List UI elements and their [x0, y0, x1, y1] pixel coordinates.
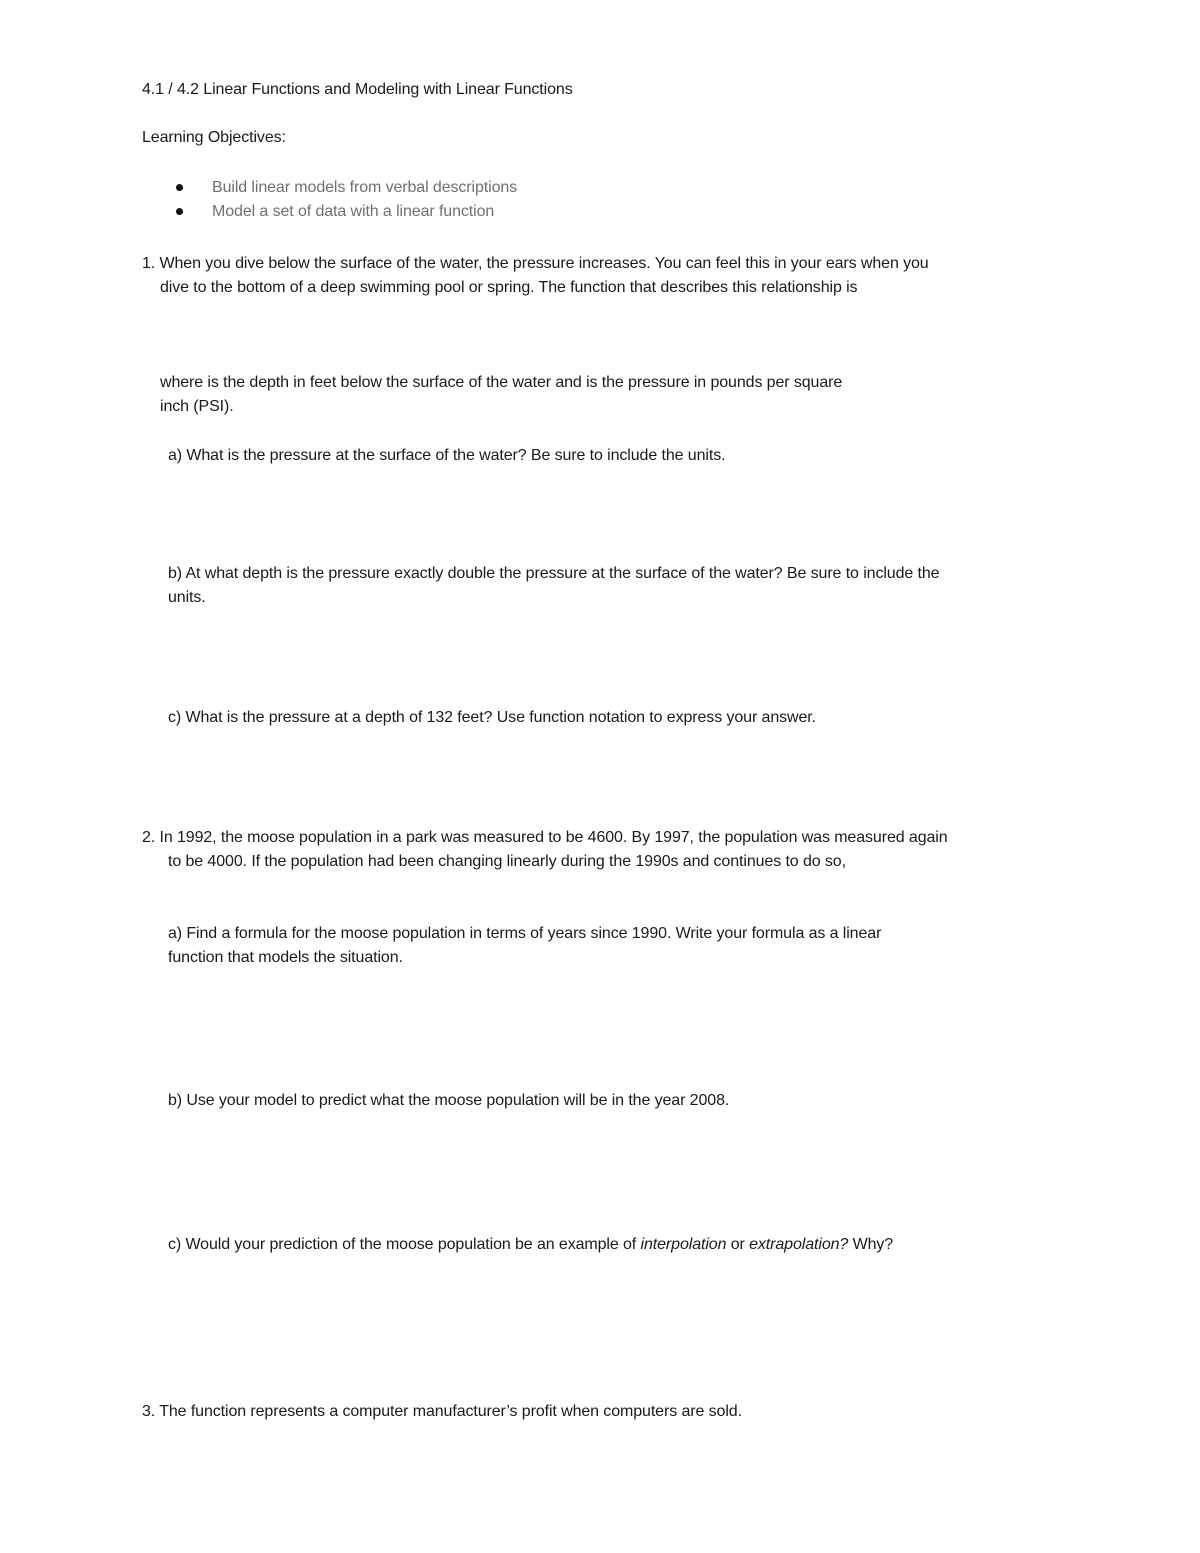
q2-part-c: [168, 1235, 893, 1255]
bullet-icon: [176, 184, 183, 191]
q2-text-line1: 2. In 1992, the moose population in a park was measured to be 4600. By 1997, the population was measured again: [142, 829, 948, 846]
bullet-icon: [176, 208, 183, 215]
q1-where-line2: inch (PSI).: [160, 398, 234, 415]
q2-part-a-line2: function that models the situation.: [168, 949, 403, 966]
objective-item: Model a set of data with a linear function: [212, 203, 495, 220]
q1-part-c: c) What is the pressure at a depth of 132 feet? Use function notation to express your answer.: [168, 709, 816, 726]
objectives-heading: Learning Objectives:: [142, 129, 286, 146]
q2-part-c-suffix: Why?: [848, 1236, 894, 1253]
q1-part-b-line2: units.: [168, 589, 206, 606]
q2-part-a-line1: a) Find a formula for the moose population in terms of years since 1990. Write your formula as a linear: [168, 925, 882, 942]
q1-where-line1: where is the depth in feet below the surface of the water and is the pressure in pounds per square: [160, 374, 843, 391]
q2-part-b: b) Use your model to predict what the moose population will be in the year 2008.: [168, 1092, 730, 1109]
objective-item: Build linear models from verbal descriptions: [212, 179, 518, 196]
q2-part-c-term-extrapolation: extrapolation?: [749, 1236, 849, 1253]
q1-text-line1: 1. When you dive below the surface of the water, the pressure increases. You can feel this in your ears when you: [142, 255, 929, 272]
q1-text-line2: dive to the bottom of a deep swimming pool or spring. The function that describes this relationship is: [160, 279, 858, 296]
q2-part-c-or: or: [726, 1236, 750, 1253]
page-title: 4.1 / 4.2 Linear Functions and Modeling with Linear Functions: [142, 81, 573, 98]
q1-part-a: a) What is the pressure at the surface of the water? Be sure to include the units.: [168, 447, 726, 464]
q2-part-c-term-interpolation: interpolation: [640, 1236, 727, 1253]
q2-part-c-prefix: c) Would your prediction of the moose population be an example of: [168, 1236, 641, 1253]
q3-text-line1: 3. The function represents a computer manufacturer’s profit when computers are sold.: [142, 1403, 742, 1420]
q1-part-b-line1: b) At what depth is the pressure exactly double the pressure at the surface of the water? Be sure to include the: [168, 565, 940, 582]
q2-text-line2: to be 4000. If the population had been changing linearly during the 1990s and continues to do so,: [168, 853, 846, 870]
